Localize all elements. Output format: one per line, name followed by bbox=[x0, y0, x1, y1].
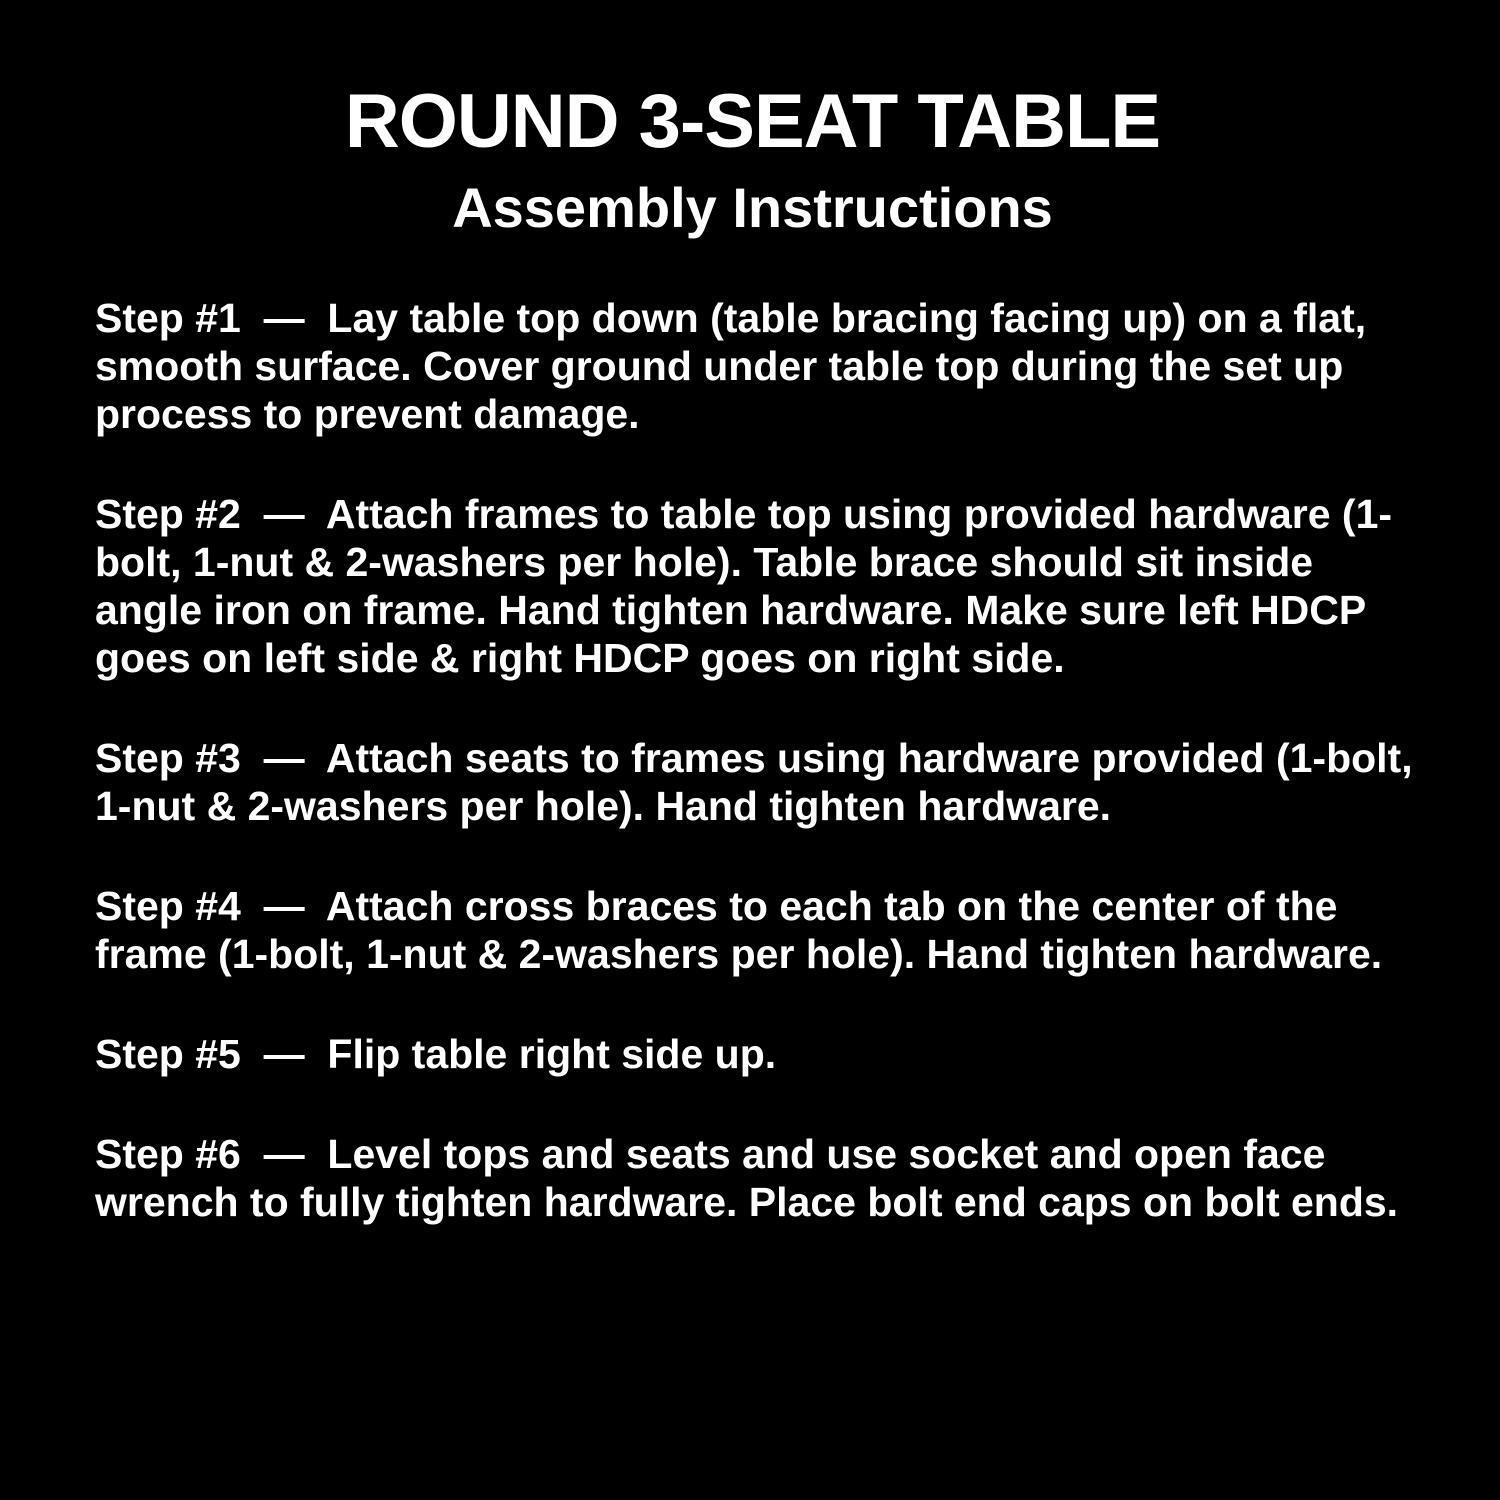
step-2-paragraph: Step #2 — Attach frames to table top using provided hardware (1-bolt, 1-nut & 2-washers per hole). Table brace should sit inside angle iron on frame. Hand tighten hardware. Make sure left HDCP goes on left side & right HDCP goes on right side. bbox=[95, 491, 1393, 681]
steps-list bbox=[95, 294, 1425, 1226]
poster-title: ROUND 3-SEAT TABLE bbox=[344, 79, 1161, 164]
step-3-paragraph: Step #3 — Attach seats to frames using hardware provided (1-bolt, 1-nut & 2-washers per hole). Hand tighten hardware. bbox=[95, 735, 1425, 829]
step-1-paragraph: Step #1 — Lay table top down (table bracing facing up) on a flat, smooth surface. Cover ground under table top during the set up process to prevent damage. bbox=[95, 295, 1378, 437]
step-5-paragraph: Step #5 — Flip table right side up. bbox=[95, 1031, 777, 1077]
step-6-paragraph: Step #6 — Level tops and seats and use socket and open face wrench to fully tighten hardware. Place bolt end caps on bolt ends. bbox=[95, 1131, 1399, 1225]
poster-header bbox=[95, 79, 1410, 239]
poster-subtitle: Assembly Instructions bbox=[452, 176, 1053, 239]
step-4-paragraph: Step #4 — Attach cross braces to each tab on the center of the frame (1-bolt, 1-nut & 2-washers per hole). Hand tighten hardware. bbox=[95, 883, 1383, 977]
